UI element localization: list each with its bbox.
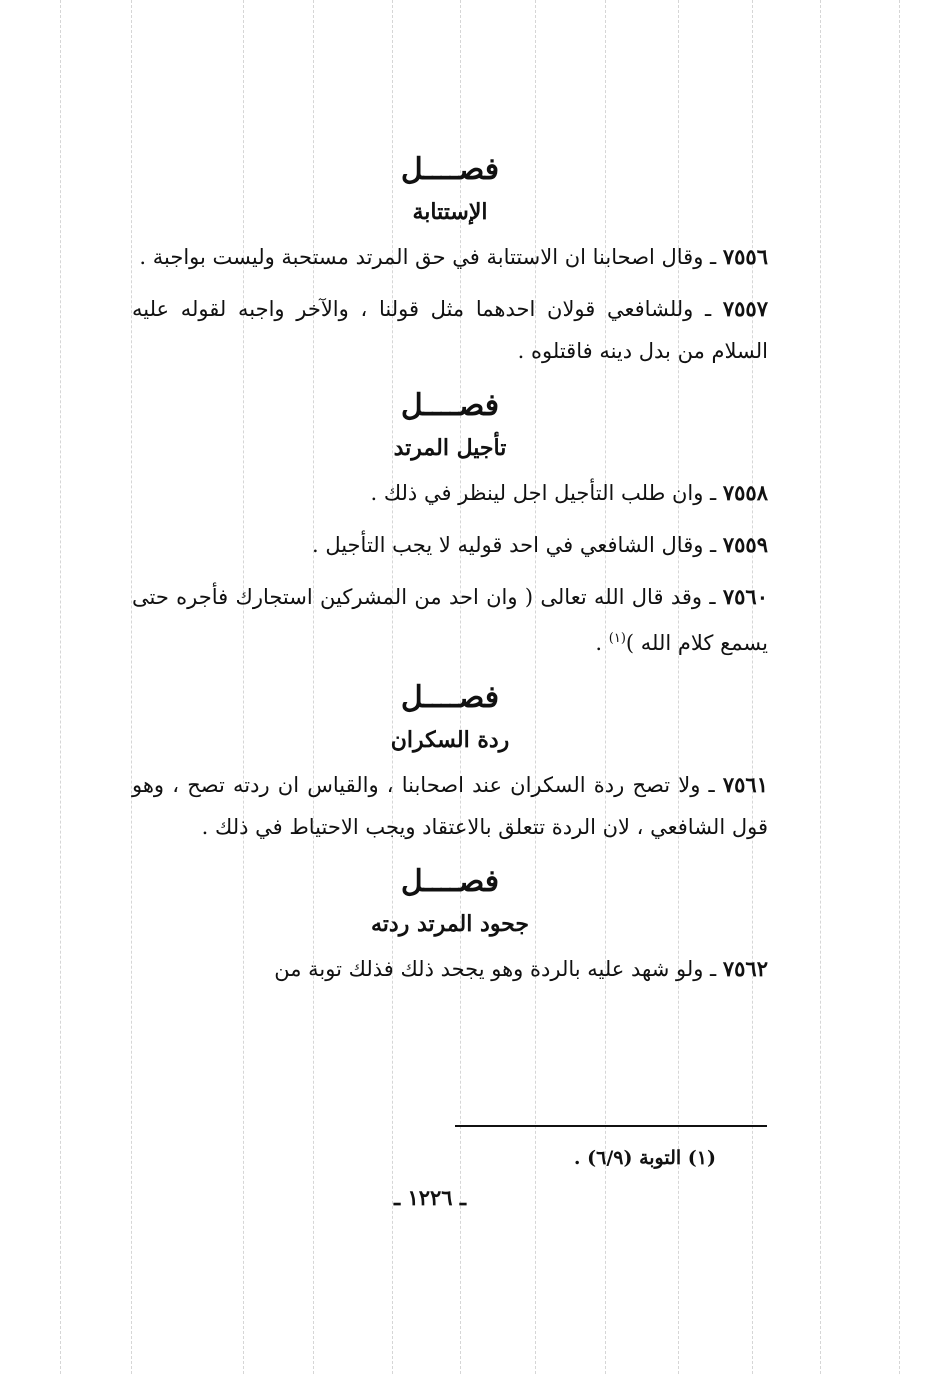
paragraph-7560 — [132, 576, 768, 664]
section-heading: فصــــل — [400, 388, 500, 423]
paragraph-number: ٧٥٦٢ — [722, 956, 768, 981]
section-subtitle: جحود المرتد ردته — [371, 911, 529, 937]
paragraph-number: ٧٥٥٩ — [722, 532, 768, 557]
scan-grid-line — [899, 0, 900, 1374]
paragraph-text: ـ وقال اصحابنا ان الاستتابة في حق المرتد مستحبة وليست بواجبة . — [139, 245, 723, 269]
paragraph-7561 — [132, 764, 768, 848]
section-juhud-almurtad — [132, 862, 768, 990]
paragraph-number: ٧٥٦١ — [722, 772, 768, 797]
paragraph-text: ـ وان طلب التأجيل اجل لينظر في ذلك . — [370, 481, 723, 505]
paragraph-7562 — [132, 948, 768, 990]
section-heading: فصــــل — [400, 680, 500, 715]
paragraph-7557 — [132, 288, 768, 372]
section-heading: فصــــل — [400, 152, 500, 187]
paragraph-text: ـ ولو شهد عليه بالردة وهو يجحد ذلك فذلك توبة من — [274, 957, 723, 981]
paragraph-7559 — [132, 524, 768, 566]
page-number: ـ ١٢٢٦ ـ — [393, 1185, 467, 1210]
section-subtitle: تأجيل المرتد — [393, 435, 507, 461]
paragraph-text: ـ وقال الشافعي في احد قوليه لا يجب التأجيل . — [311, 533, 723, 557]
footnote-reference: (١) — [608, 631, 626, 646]
section-tajil-almurtad — [132, 386, 768, 664]
paragraph-number: ٧٥٦٠ — [722, 584, 768, 609]
section-subtitle: الإستتابة — [412, 199, 488, 225]
paragraph-7558 — [132, 472, 768, 514]
footnote: (١) التوبة (٦/٩) . — [573, 1147, 716, 1169]
section-heading: فصــــل — [400, 864, 500, 899]
section-istitaba — [132, 150, 768, 372]
paragraph-number: ٧٥٥٦ — [722, 244, 768, 269]
scan-grid-line — [820, 0, 821, 1374]
footnote-separator — [455, 1125, 767, 1127]
paragraph-text: ـ ولا تصح ردة السكران عند اصحابنا ، والقياس ان ردته تصح ، وهو قول الشافعي ، لان الردة تتعلق بالاعتقاد ويجب الاحتياط في ذلك . — [132, 773, 768, 839]
document-body — [132, 150, 768, 1000]
paragraph-7556 — [132, 236, 768, 278]
paragraph-text: ـ وللشافعي قولان احدهما مثل قولنا ، والآخر واجبه لقوله عليه السلام من بدل دينه فاقتلوه . — [132, 297, 768, 363]
paragraph-tail: . — [595, 631, 609, 655]
section-riddat-alsakran — [132, 678, 768, 848]
scan-grid-line — [60, 0, 61, 1374]
paragraph-number: ٧٥٥٨ — [722, 480, 768, 505]
paragraph-number: ٧٥٥٧ — [722, 296, 768, 321]
paragraph-text: ـ وقد قال الله تعالى ( وان احد من المشركين استجارك فأجره حتى يسمع كلام الله ) — [132, 585, 768, 655]
section-subtitle: ردة السكران — [390, 727, 510, 753]
